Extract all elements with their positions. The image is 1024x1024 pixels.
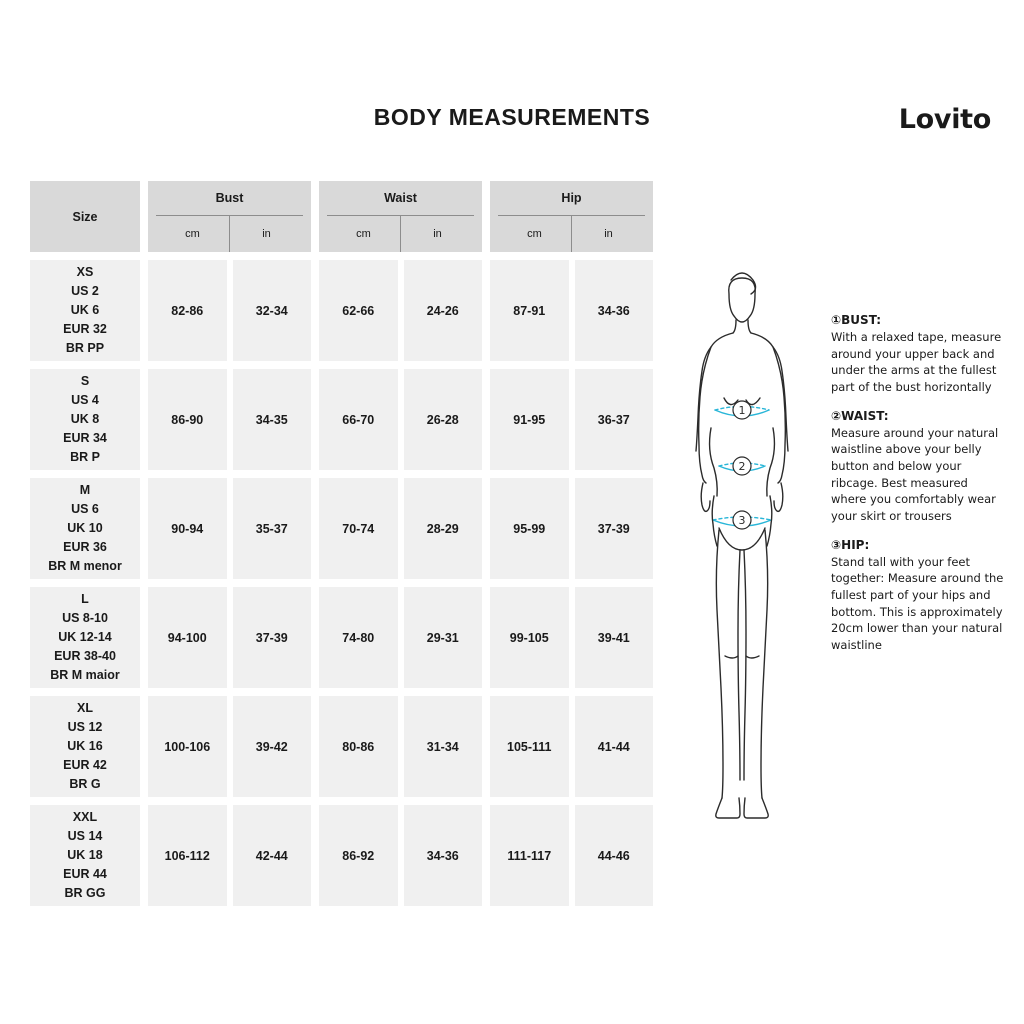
column-group-hip	[490, 181, 653, 252]
value-cm: 90-94	[148, 478, 227, 579]
column-header-size: Size	[30, 181, 140, 252]
unit-cm: cm	[185, 228, 200, 240]
value-in: 37-39	[233, 587, 312, 688]
size-line: US 14	[67, 829, 103, 843]
value-cm: 80-86	[319, 696, 398, 797]
value-cm: 74-80	[319, 587, 398, 688]
note-bust	[831, 313, 1006, 396]
size-line: UK 8	[70, 412, 100, 426]
value-cm: 95-99	[490, 478, 569, 579]
size-line: US 4	[71, 393, 99, 407]
value-in: 29-31	[404, 587, 483, 688]
size-line: BR P	[70, 450, 100, 464]
waist-cells	[319, 478, 482, 579]
size-cell	[30, 478, 140, 579]
value-in: 36-37	[575, 369, 654, 470]
value-in: 35-37	[233, 478, 312, 579]
value-cm: 99-105	[490, 587, 569, 688]
table-row	[30, 805, 653, 906]
value-in: 31-34	[404, 696, 483, 797]
table-row	[30, 587, 653, 688]
size-line: UK 12-14	[58, 630, 112, 644]
value-cm: 87-91	[490, 260, 569, 361]
right-leg-outer	[761, 530, 768, 798]
left-leg-outer	[716, 530, 723, 798]
note-title: ①BUST:	[831, 313, 882, 327]
size-line: EUR 38-40	[54, 649, 116, 663]
bust-cells	[148, 587, 311, 688]
bust-cells	[148, 369, 311, 470]
waist-cells	[319, 696, 482, 797]
left-torso-outline	[696, 333, 733, 451]
value-cm: 82-86	[148, 260, 227, 361]
head	[729, 278, 755, 322]
value-in: 34-36	[404, 805, 483, 906]
size-cell	[30, 696, 140, 797]
waist-cells	[319, 805, 482, 906]
unit-cm: cm	[356, 228, 371, 240]
hip-cells	[490, 260, 653, 361]
column-units	[156, 215, 303, 252]
value-in: 41-44	[575, 696, 654, 797]
measurements-table	[30, 181, 653, 906]
marker-label-3: 3	[738, 514, 746, 527]
value-in: 24-26	[404, 260, 483, 361]
hip-cells	[490, 369, 653, 470]
bust-cells	[148, 805, 311, 906]
waist-cells	[319, 369, 482, 470]
size-line: S	[80, 374, 90, 388]
left-leg-inner	[738, 550, 740, 780]
column-units	[498, 215, 645, 252]
size-cell	[30, 587, 140, 688]
value-in: 26-28	[404, 369, 483, 470]
page-title: BODY MEASUREMENTS	[373, 104, 651, 130]
hip-cells	[490, 696, 653, 797]
column-units	[327, 215, 474, 252]
bust-cells	[148, 696, 311, 797]
size-line: XL	[77, 701, 93, 715]
left-arm	[699, 347, 711, 483]
value-cm: 94-100	[148, 587, 227, 688]
left-hand	[701, 483, 710, 511]
size-line: EUR 36	[63, 540, 107, 554]
waist-cells	[319, 260, 482, 361]
bust-cells	[148, 260, 311, 361]
value-in: 42-44	[233, 805, 312, 906]
note-body: Measure around your natural waistline above your belly button and below your ribcage. Best measured where you comfortably wear your skirt or trousers	[831, 425, 999, 524]
brand-logo: Lovito	[898, 104, 991, 135]
bust-cells	[148, 478, 311, 579]
column-group-waist	[319, 181, 482, 252]
table-row	[30, 260, 653, 361]
table-row	[30, 696, 653, 797]
size-line: US 6	[71, 502, 99, 516]
right-knee	[746, 656, 759, 658]
note-waist	[831, 409, 1006, 525]
briefs	[719, 528, 765, 550]
hip-cells	[490, 805, 653, 906]
right-hand	[774, 483, 783, 511]
column-group-title: Bust	[215, 191, 244, 205]
hip-cells	[490, 587, 653, 688]
unit-in: in	[400, 216, 474, 252]
marker-label-1: 1	[738, 404, 746, 417]
table-row	[30, 478, 653, 579]
size-line: BR M menor	[48, 559, 122, 573]
right-arm	[773, 347, 785, 483]
value-in: 34-35	[233, 369, 312, 470]
left-knee	[725, 656, 738, 658]
unit-cm: cm	[527, 228, 542, 240]
value-in: 32-34	[233, 260, 312, 361]
size-line: UK 18	[67, 848, 103, 862]
size-cell	[30, 260, 140, 361]
hip-cells	[490, 478, 653, 579]
size-line: US 12	[67, 720, 103, 734]
value-cm: 105-111	[490, 696, 569, 797]
size-line: UK 10	[67, 521, 103, 535]
note-body: With a relaxed tape, measure around your upper back and under the arms at the fullest part of the bust horizontally	[831, 330, 1002, 395]
table-header-row	[30, 181, 653, 252]
size-line: BR G	[69, 777, 101, 791]
right-leg-inner	[744, 550, 746, 780]
value-in: 34-36	[575, 260, 654, 361]
size-line: EUR 32	[63, 322, 107, 336]
size-line: L	[81, 592, 89, 606]
note-title: ③HIP:	[831, 537, 870, 552]
value-in: 28-29	[404, 478, 483, 579]
note-title: ②WAIST:	[831, 408, 889, 423]
column-group-title: Waist	[384, 191, 417, 205]
size-line: EUR 44	[63, 867, 107, 881]
table-row	[30, 369, 653, 470]
size-line: XXL	[72, 810, 98, 824]
size-line: US 8-10	[62, 611, 108, 625]
right-waist	[767, 428, 775, 496]
size-line: EUR 34	[63, 431, 107, 445]
marker-label-2: 2	[738, 460, 746, 473]
value-cm: 86-92	[319, 805, 398, 906]
value-cm: 100-106	[148, 696, 227, 797]
size-line: M	[79, 483, 91, 497]
hair-bun	[731, 273, 756, 294]
value-cm: 66-70	[319, 369, 398, 470]
right-torso-outline	[751, 333, 788, 451]
size-line: EUR 42	[63, 758, 107, 772]
column-group-title: Hip	[561, 191, 582, 205]
size-cell	[30, 369, 140, 470]
size-line: UK 16	[67, 739, 103, 753]
unit-in: in	[571, 216, 645, 252]
value-cm: 111-117	[490, 805, 569, 906]
size-line: XS	[76, 265, 94, 279]
body-figure-diagram	[667, 258, 817, 828]
left-foot	[716, 798, 740, 818]
waist-cells	[319, 587, 482, 688]
size-line: BR PP	[65, 341, 105, 355]
column-group-bust	[148, 181, 311, 252]
size-line: BR GG	[64, 886, 106, 900]
value-cm: 106-112	[148, 805, 227, 906]
value-in: 39-41	[575, 587, 654, 688]
value-cm: 70-74	[319, 478, 398, 579]
size-line: UK 6	[70, 303, 100, 317]
left-waist	[710, 428, 718, 496]
unit-in: in	[229, 216, 303, 252]
instructions-panel	[831, 313, 1006, 667]
note-hip	[831, 538, 1006, 654]
note-body: Stand tall with your feet together: Measure around the fullest part of your hips and bottom. This is approximately 20cm lower than your natural waistline	[831, 554, 1004, 653]
right-foot	[744, 798, 768, 818]
size-cell	[30, 805, 140, 906]
value-cm: 62-66	[319, 260, 398, 361]
size-line: US 2	[71, 284, 99, 298]
value-in: 44-46	[575, 805, 654, 906]
value-cm: 86-90	[148, 369, 227, 470]
size-line: BR M maior	[50, 668, 120, 682]
value-in: 39-42	[233, 696, 312, 797]
value-in: 37-39	[575, 478, 654, 579]
value-cm: 91-95	[490, 369, 569, 470]
